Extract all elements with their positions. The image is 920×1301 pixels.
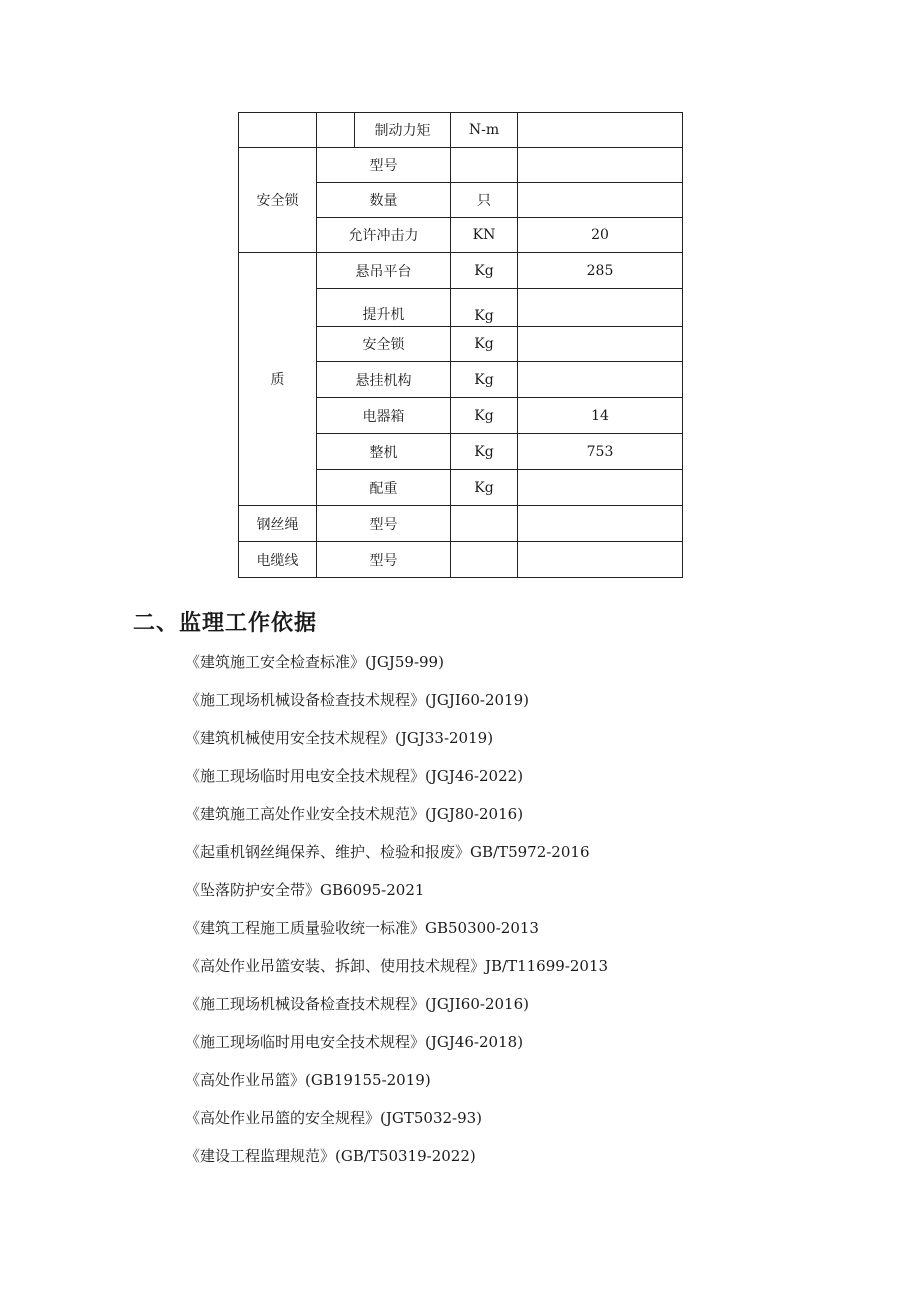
cell-unit — [451, 148, 518, 183]
table-row — [239, 253, 683, 289]
cell-value — [518, 289, 683, 327]
cell-unit — [451, 542, 518, 578]
table-cell — [317, 113, 355, 148]
cell-value: 20 — [518, 218, 683, 253]
cell-unit: Kg — [451, 398, 518, 434]
table-row — [239, 542, 683, 578]
spec-table — [238, 112, 683, 578]
cell-unit: Kg — [451, 434, 518, 470]
list-item: 《施工现场临时用电安全技术规程》(JGJ46-2018) — [185, 1033, 524, 1051]
cell-value — [518, 506, 683, 542]
cell-value — [518, 327, 683, 362]
group-wire-rope: 钢丝绳 — [239, 506, 317, 542]
cell-unit — [451, 506, 518, 542]
cell-value — [518, 362, 683, 398]
cell-unit: KN — [451, 218, 518, 253]
cell-unit: 只 — [451, 183, 518, 218]
cell-item: 电器箱 — [317, 398, 451, 434]
cell-item: 制动力矩 — [355, 113, 451, 148]
list-item: 《施工现场临时用电安全技术规程》(JGJ46-2022) — [185, 767, 524, 785]
cell-value — [518, 113, 683, 148]
table-row — [239, 113, 683, 148]
cell-unit: N-m — [451, 113, 518, 148]
list-item: 《建筑施工安全检查标准》(JGJ59-99) — [185, 653, 444, 671]
cell-value — [518, 542, 683, 578]
cell-item: 数量 — [317, 183, 451, 218]
list-item: 《高处作业吊篮安装、拆卸、使用技术规程》JB/T11699-2013 — [185, 957, 609, 975]
list-item: 《建筑施工高处作业安全技术规范》(JGJ80-2016) — [185, 805, 524, 823]
group-mass: 质 — [239, 253, 317, 506]
list-item: 《施工现场机械设备检查技术规程》(JGJI60-2019) — [185, 691, 529, 709]
cell-value: 14 — [518, 398, 683, 434]
cell-unit: Kg — [451, 253, 518, 289]
list-item: 《高处作业吊篮的安全规程》(JGT5032-93) — [185, 1109, 483, 1127]
cell-item: 安全锁 — [317, 327, 451, 362]
list-item: 《施工现场机械设备检查技术规程》(JGJI60-2016) — [185, 995, 529, 1013]
cell-item: 悬挂机构 — [317, 362, 451, 398]
cell-unit: Kg — [451, 362, 518, 398]
cell-item: 整机 — [317, 434, 451, 470]
cell-value: 753 — [518, 434, 683, 470]
table-cell — [239, 113, 317, 148]
list-item: 《建筑工程施工质量验收统一标准》GB50300-2013 — [185, 919, 539, 937]
cell-value — [518, 148, 683, 183]
table-row — [239, 148, 683, 183]
cell-item: 允许冲击力 — [317, 218, 451, 253]
cell-item: 悬吊平台 — [317, 253, 451, 289]
cell-item: 型号 — [317, 506, 451, 542]
cell-value: 285 — [518, 253, 683, 289]
cell-unit: Kg — [451, 470, 518, 506]
cell-value — [518, 470, 683, 506]
cell-unit: Kg — [451, 327, 518, 362]
group-safety-lock: 安全锁 — [239, 148, 317, 253]
list-item: 《高处作业吊篮》(GB19155-2019) — [185, 1071, 431, 1089]
list-item: 《建筑机械使用安全技术规程》(JGJ33-2019) — [185, 729, 494, 747]
cell-item: 提升机 — [317, 289, 451, 327]
section-heading: 二、监理工作依据 — [133, 611, 318, 636]
list-item: 《坠落防护安全带》GB6095-2021 — [185, 881, 425, 899]
cell-unit: Kg — [451, 289, 518, 327]
list-item: 《起重机钢丝绳保养、维护、检验和报废》GB/T5972-2016 — [185, 843, 590, 861]
table-row — [239, 506, 683, 542]
group-cable: 电缆线 — [239, 542, 317, 578]
list-item: 《建设工程监理规范》(GB/T50319-2022) — [185, 1147, 476, 1165]
cell-value — [518, 183, 683, 218]
cell-item: 配重 — [317, 470, 451, 506]
cell-item: 型号 — [317, 148, 451, 183]
cell-item: 型号 — [317, 542, 451, 578]
reference-list — [185, 650, 608, 1182]
